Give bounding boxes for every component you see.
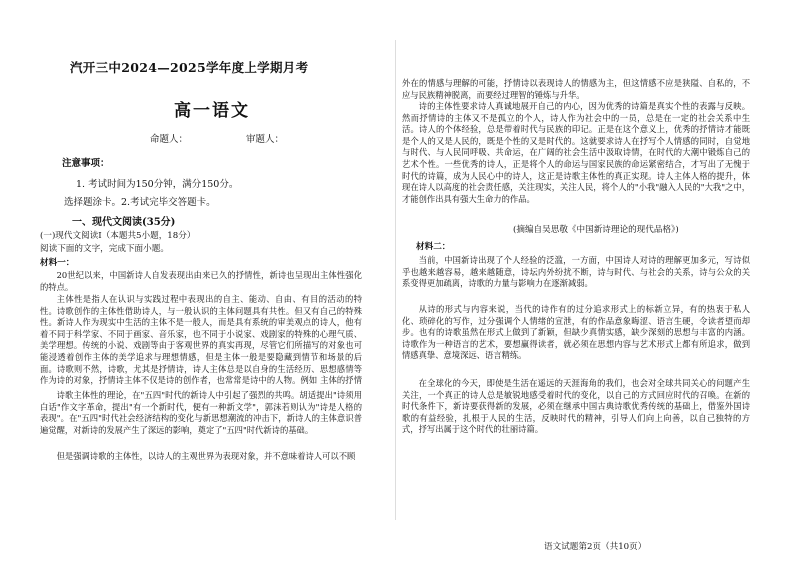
left-paragraph-2: 主体性是指人在认识与实践过程中表现出的自主、能动、自由、有目的活动的特性。诗歌创作的主体性借助诗人，与一般认识的主体问题具有共性。但又有自己的特殊性。新诗人作为现实中生活的主体不是一般人，而是具有系统的审美观点的诗人，他有着不同于科学家、不同于画家、音乐家，也不同于小说家、戏剧家的特殊的心理气质、美学理想。传统的小说、戏剧等由于客观世界的真实再现，尽管它们所描写的对象也可能浸透着创作主体的美学追求与理想情感，但是主体一般是要隐藏到情节和场景的后面。诗歌则不然，诗歌，尤其是抒情诗，诗人主体总是以自身的生活经历、思想感情等作为诗的对象，抒情诗主体不仅是诗的创作者，也常常是诗中的人物。例如 主体的抒情	[40, 294, 362, 386]
subject-title: 高一语文	[174, 101, 250, 121]
note-item-1: 1. 考试时间为150分钟，满分150分。	[76, 179, 239, 190]
page-footer: 语文试题第2页（共10页）	[544, 542, 647, 552]
instruction-text: 阅读下面的文字，完成下面小题。	[40, 244, 169, 254]
left-paragraph-4: 但是强调诗歌的主体性，以诗人的主观世界为表现对象，并不意味着诗人可以不顾	[56, 451, 356, 461]
right-paragraph-5: 在全球化的今天，即使是生活在遥远的天涯海角的我们，也会对全球共同关心的问题产生关注，一个真正的诗人总是敏锐地感受着时代的变化，以自己的方式回应时代的召唤。在新的时代条件下，新诗要获得新的发展，必须在继承中国古典诗歌优秀传统的基础上，借鉴外国诗歌的有益经验，扎根于人民的生活，反映时代的精神，引导人们向上向善，以自己独特的方式，抒写出属于这个时代的壮丽诗篇。	[402, 378, 750, 435]
material-1-label: 材料一：	[40, 258, 75, 268]
right-paragraph-3: 当前，中国新诗出现了个人经验的泛滥，一方面，中国诗人对诗的理解更加多元，写诗似乎也越来越容易，越来越随意，诗坛内外纷扰不断，诗与时代、与社会的关系，诗与公众的关系变得更加疏离，诗歌的力量与影响力在逐渐减弱。	[402, 255, 750, 289]
note-item-2: 选择题涂卡。2.考试完毕交答题卡。	[64, 197, 216, 208]
subsection-title: (一)现代文阅读Ⅰ（本题共5小题，18分）	[40, 231, 196, 241]
right-paragraph-1: 外在的情感与理解的可能，抒情诗以表现诗人的情感为主，但这情感不应是狭隘、自私的，不应与民族精神脱离，而要经过理智的锤炼与升华。	[402, 78, 750, 100]
notes-title: 注意事项：	[62, 158, 110, 169]
material-2-label: 材料二：	[416, 242, 451, 252]
left-paragraph-3: 诗歌主体性的理论，在"五四"时代的新诗人中引起了强烈的共鸣。胡适提出"诗须用白话"作文字革命，提出"有一个新时代，便有一种新文学"，郭沫若则认为"诗是人格的表现"。在"五四"时代社会经济结构的变化与新思想潮流的冲击下，新诗人的主体意识普遍觉醒，对新诗的发展产生了深远的影响，奠定了"五四"时代新诗的基础。	[40, 390, 362, 435]
reviewer-label: 审题人：	[246, 134, 285, 145]
source-citation: (摘编自吴思敬《中国新诗理论的现代品格》)	[513, 225, 679, 235]
exam-title: 汽开三中2024—2025学年度上学期月考	[70, 60, 309, 75]
right-paragraph-4: 从诗的形式与内容来说，当代的诗作有的过分追求形式上的标新立异，有的热衷于私人化、琐碎化的写作，过分强调个人情绪的宣泄，有的作品意象晦涩、语言生硬，令读者望而却步。也有的诗歌虽然在形式上做到了新颖，但缺少真情实感，缺少深刻的思想与丰富的内涵。诗歌作为一种语言的艺术，要想赢得读者，就必须在思想内容与艺术形式上都有所追求，做到情感真挚、意境深远、语言精练。	[402, 304, 750, 361]
author-label: 命题人：	[150, 134, 189, 145]
section-title: 一、现代文阅读(35分)	[72, 217, 176, 228]
right-paragraph-2: 诗的主体性要求诗人真诚地展开自己的内心，因为优秀的诗篇是真实个性的表露与反映。然而抒情诗的主体又不是孤立的个人，诗人作为社会中的一员，总是在一定的社会关系中生活。诗人的个体经验，总是带着时代与民族的印记。正是在这个意义上，优秀的抒情诗才能既是个人的又是人民的，既是个性的又是时代的。这就要求诗人在抒写个人情感的同时，自觉地与时代、与人民同呼吸、共命运，在广阔的社会生活中汲取诗情，在时代的大潮中锻炼自己的艺术个性。一些优秀的诗人，正是将个人的命运与国家民族的命运紧密结合，才写出了无愧于时代的诗篇，成为人民心中的诗人，这正是诗歌主体性的真正实现。诗人主体人格的提升，体现在诗人以高度的社会责任感，关注现实，关注人民，将个人的"小我"融入人民的"大我"之中，才能创作出具有强大生命力的作品。	[402, 101, 750, 204]
column-divider	[395, 40, 396, 520]
left-paragraph-1: 20世纪以来，中国新诗人自发表现出由来已久的抒情性，新诗也呈现出主体性强化的特点。	[40, 270, 362, 292]
